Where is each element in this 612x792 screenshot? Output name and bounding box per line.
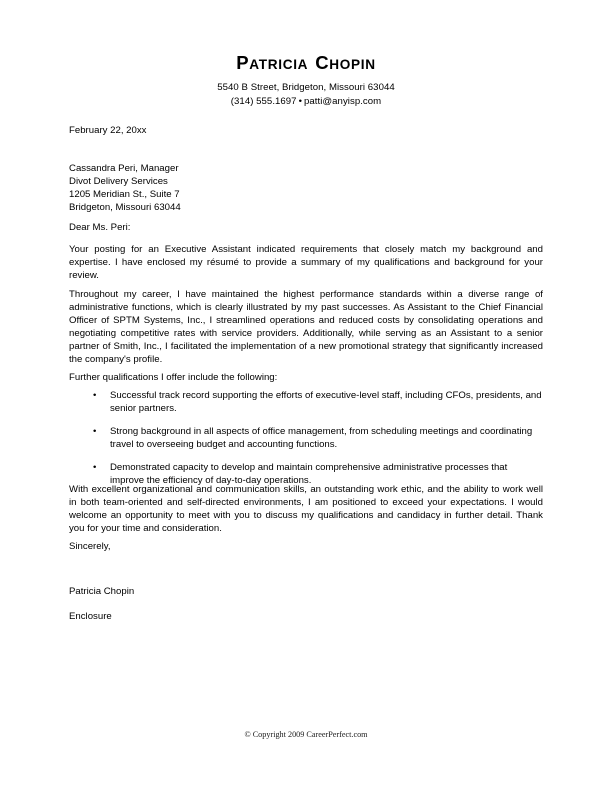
- sender-phone: (314) 555.1697: [230, 95, 297, 107]
- sender-name-first-initial: P: [236, 52, 250, 73]
- contact-separator: •: [298, 95, 302, 107]
- enclosure-note: Enclosure: [69, 611, 112, 622]
- letter-date: February 22, 20xx: [69, 125, 147, 136]
- letterhead: [69, 52, 543, 108]
- recipient-name-title: Cassandra Peri, Manager: [69, 163, 179, 174]
- sender-name: [69, 52, 543, 76]
- bullet-icon: •: [93, 426, 97, 438]
- recipient-street: 1205 Meridian St., Suite 7: [69, 189, 180, 201]
- sender-contact: [69, 95, 543, 109]
- sender-name-first-rest: ATRICIA: [249, 57, 309, 72]
- sender-name-last-rest: HOPIN: [329, 57, 376, 72]
- qualifications-list: [69, 389, 543, 488]
- recipient-company: Divot Delivery Services: [69, 176, 168, 188]
- bullet-icon: •: [93, 462, 97, 474]
- footer-copyright: © Copyright 2009 CareerPerfect.com: [244, 730, 368, 739]
- recipient-city-state-zip: Bridgeton, Missouri 63044: [69, 202, 181, 214]
- list-item-text: Demonstrated capacity to develop and maintain comprehensive administrative processes that improve the efficiency of day-to-day operations.: [110, 462, 508, 487]
- sender-address: 5540 B Street, Bridgeton, Missouri 63044: [217, 82, 395, 93]
- signature-name: Patricia Chopin: [69, 586, 135, 597]
- list-item: [69, 425, 543, 451]
- qualifications-lead-in: Further qualifications I offer include the following:: [69, 372, 278, 383]
- salutation: Dear Ms. Peri:: [69, 222, 131, 233]
- recipient-address-block: [69, 162, 543, 214]
- sender-name-last-initial: C: [315, 52, 330, 73]
- paragraph-intro: Your posting for an Executive Assistant indicated requirements that closely match my background and expertise. I have enclosed my résumé to provide a summary of my qualifications and background for your review.: [69, 244, 543, 282]
- sender-email: patti@anyisp.com: [304, 95, 382, 107]
- list-item-text: Strong background in all aspects of office management, from scheduling meetings and coordinating travel to overseeing budget and accounting functions.: [110, 426, 533, 451]
- list-item: [69, 389, 543, 415]
- paragraph-closing: With excellent organizational and communication skills, an outstanding work ethic, and the ability to work well in both team-oriented and self-directed environments, I am positioned to exceed your expectations. I would welcome an opportunity to meet with you to discuss my qualifications and candidacy in further detail. Thank you for your time and consideration.: [69, 484, 543, 535]
- paragraph-career: Throughout my career, I have maintained the highest performance standards within a diverse range of administrative functions, which is clearly illustrated by my past successes. As Assistant to the Chief Financial Officer of SPTM Systems, Inc., I streamlined operations and reduced costs by consolidating operations and negotiating competitive rates with service providers. Additionally, while serving as an Assistant to a senior partner of Smith, Inc., I facilitated the implementation of a new promotional strategy that significantly increased the company's profile.: [69, 289, 543, 366]
- bullet-icon: •: [93, 390, 97, 401]
- list-item-text: Successful track record supporting the efforts of executive-level staff, including CFOs, presidents, and senior partners.: [110, 390, 542, 415]
- closing-salutation: Sincerely,: [69, 541, 111, 552]
